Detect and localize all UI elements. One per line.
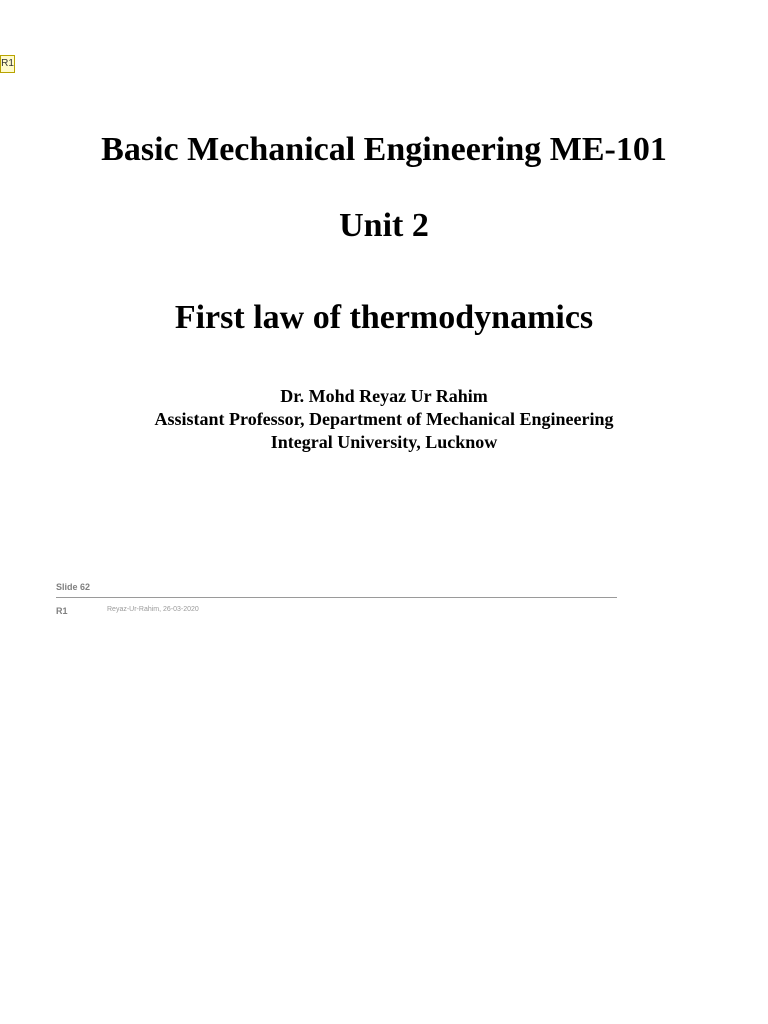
unit-title: Unit 2 [339, 207, 429, 244]
author-institution: Integral University, Lucknow [270, 432, 498, 452]
course-title: Basic Mechanical Engineering ME-101 [101, 131, 667, 168]
slide-number-label: Slide 62 [56, 582, 91, 592]
comment-marker[interactable]: R1 [0, 55, 15, 73]
comment-id-label[interactable]: R1 [56, 606, 68, 616]
author-block [0, 385, 768, 454]
author-position: Assistant Professor, Department of Mechanical Engineering [154, 409, 614, 429]
comment-author-date: Reyaz-Ur-Rahim, 26-03-2020 [107, 606, 199, 613]
author-name: Dr. Mohd Reyaz Ur Rahim [280, 386, 488, 406]
footer-divider [56, 597, 617, 598]
topic-title: First law of thermodynamics [174, 299, 594, 336]
